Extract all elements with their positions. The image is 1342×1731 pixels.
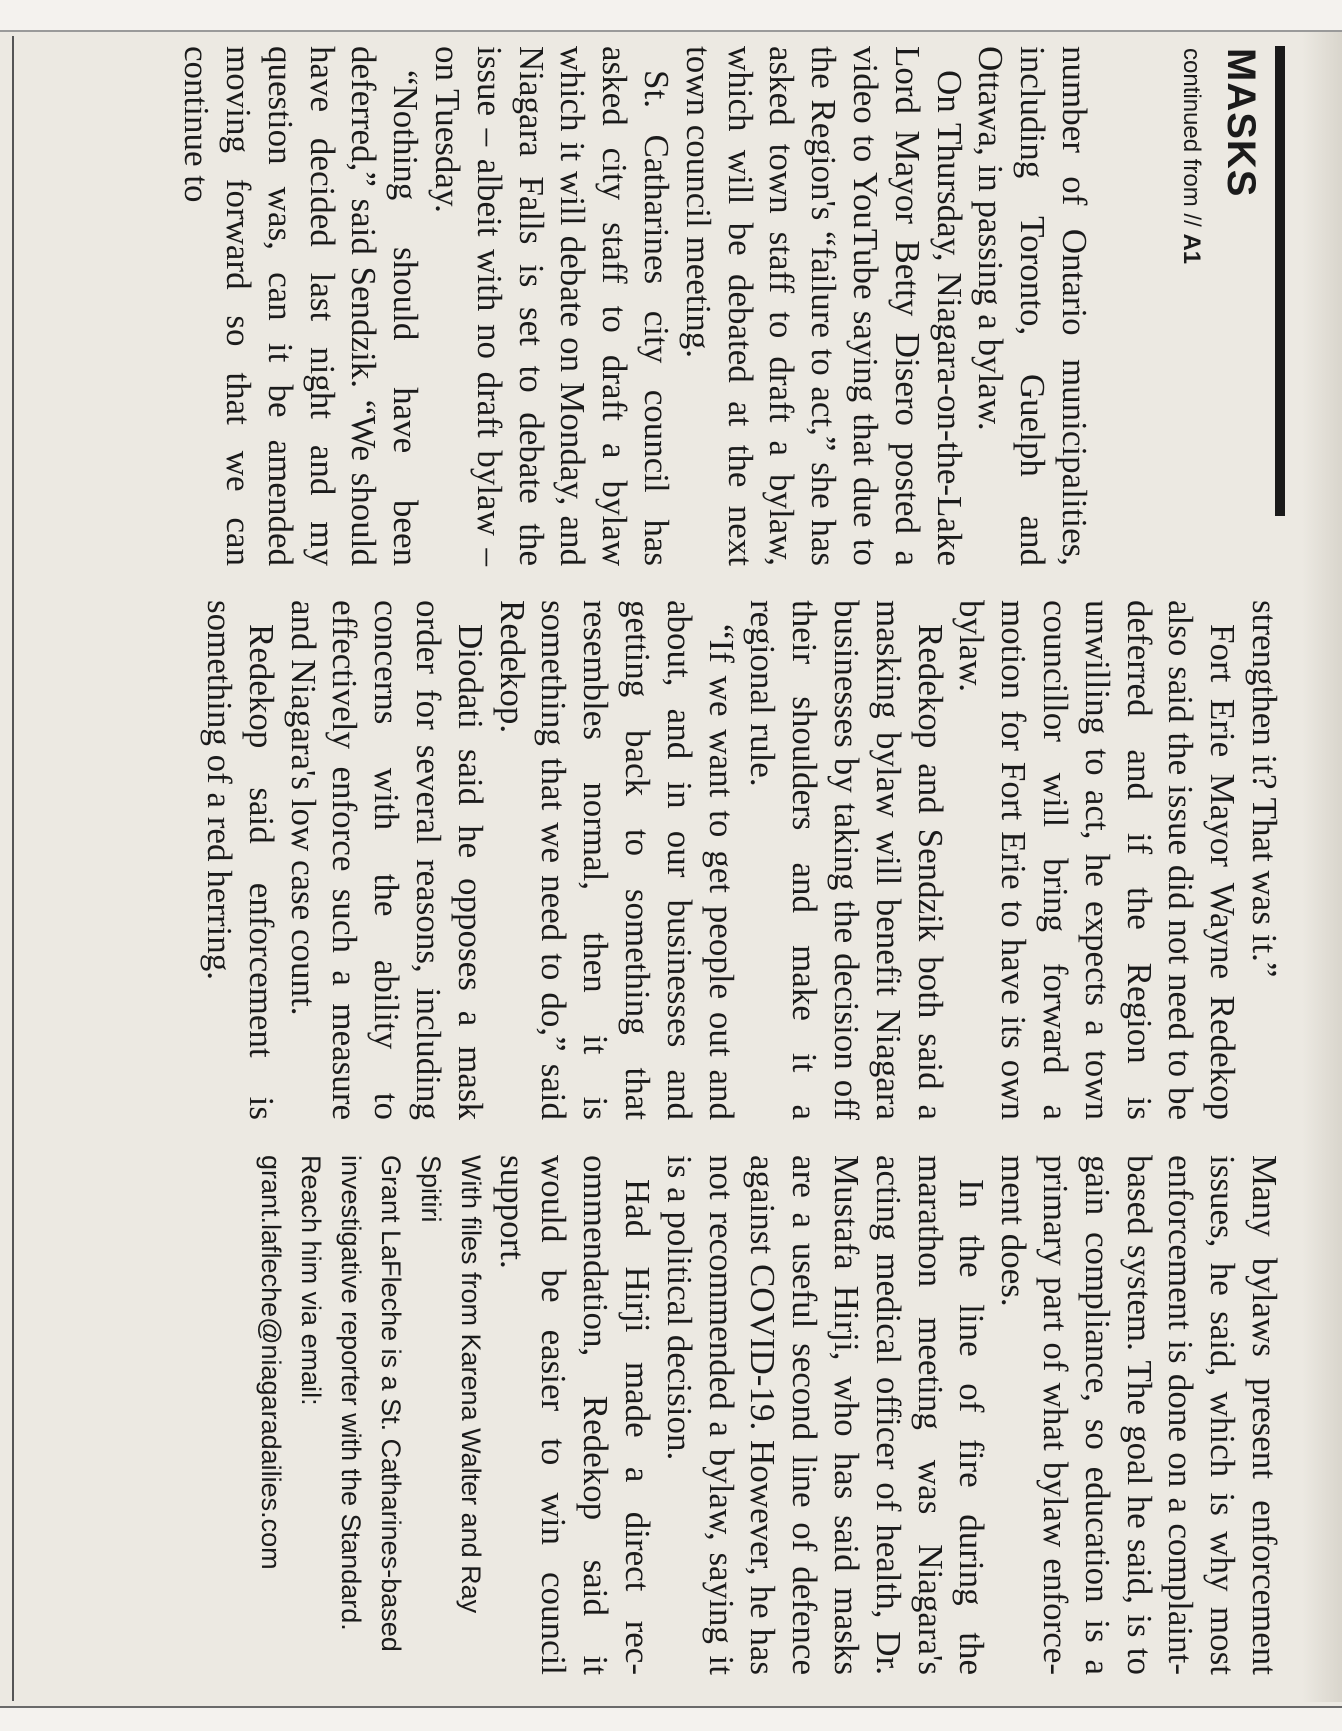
- paragraph: St. Catharines city council has asked city staff to draft a bylaw which it will debate on Monday, and Niagara Falls is set to debate the issue – albeit with no draft bylaw – on Tuesday.: [428, 46, 677, 566]
- article: [30, 40, 1285, 1690]
- paragraph: “If we want to get people out and about, and in our businesses and getting back to something that resembles normal, then it is something that we need to do,” said Redekop.: [492, 600, 741, 1120]
- continued-page: A1: [1178, 233, 1205, 265]
- author-bio: Grant LaFleche is a St. Catharines-based investigative reporter with the Standard. Reach him via email: grant.lafleche@niagaradailies.com: [255, 1155, 406, 1652]
- credit-line: With files from Karena Walter and Ray Spitiri: [415, 1155, 486, 1614]
- paragraph: Many bylaws present enforcement issues, he said, which is why most enforcement is done on a complaint-based system. The goal he said, is to gain compliance, so education is a primary part of what bylaw enforcement does.: [994, 1155, 1284, 1675]
- paragraph: Redekop and Sendzik both said a masking bylaw will benefit Niagara businesses by taking the decision off their shoulders and make it a regional rule.: [743, 600, 950, 1120]
- paragraph: Had Hirji made a direct recommendation, Redekop said it would be easier to win council support.: [492, 1155, 658, 1675]
- paragraph: In the line of fire during the marathon meeting was Niagara's acting medical officer of health, Dr. Mustafa Hirji, who has said masks are a useful second line of defence against COVID-19. However, he has not recommended a bylaw, saying it is a political decision.: [659, 1155, 992, 1675]
- paragraph: Redekop said enforcement is something of a red herring.: [200, 600, 281, 1120]
- scan-bleed: [1302, 32, 1342, 1702]
- continued-label: continued from //: [1178, 48, 1205, 227]
- scan-bottom-edge: [0, 1706, 1342, 1731]
- paragraph: Fort Erie Mayor Wayne Redekop also said the issue did not need to be deferred and if the Region is unwilling to act, he expects a town councillor will bring forward a motion for Fort Erie to have its own bylaw.: [952, 600, 1243, 1120]
- jump-header: [1105, 46, 1285, 516]
- text-column-1: [55, 46, 1095, 566]
- text-column-2: [55, 600, 1285, 1120]
- continued-from-line: [1177, 48, 1205, 264]
- article-slug: MASKS: [1219, 48, 1263, 198]
- paragraph: Diodati said he opposes a mask order for several reasons, including concerns with the ability to effectively enforce such a measure and Niagara's low case count.: [283, 600, 490, 1120]
- paragraph: number of Ontario municipalities, including Toronto, Guelph and Ottawa, in passing a bylaw.: [971, 46, 1094, 566]
- header-rule: [1275, 46, 1285, 516]
- paragraph: “Nothing should have been deferred,” said Sendzik. “We should have decided last night and my question was, can it be amended moving forward so that we can continue to: [177, 46, 426, 566]
- paragraph: strengthen it? That was it.”: [1245, 600, 1284, 978]
- column-rule: [12, 36, 14, 1701]
- paragraph: On Thursday, Niagara-on-the-Lake Lord Mayor Betty Disero posted a video to YouTube saying that due to the Region's “failure to act,” she has asked town staff to draft a bylaw, which will be debated at the next town council meeting.: [678, 46, 969, 566]
- scan-top-edge: [0, 0, 1342, 32]
- text-column-3: [55, 1155, 1285, 1675]
